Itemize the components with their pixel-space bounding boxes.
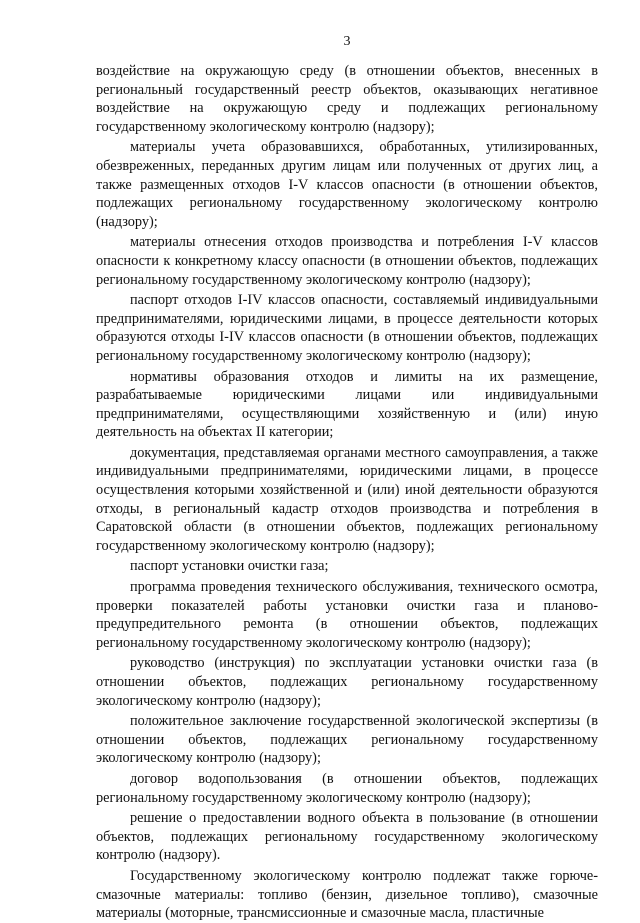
paragraph: паспорт отходов I-IV классов опасности, составляемый индивидуальными предпринимателями, юридическими лицами, в процессе деятельности которых образуются отходы I-IV классов опасности (в отношении объектов, подлежащих региональному государственному экологическому контролю (надзору); bbox=[96, 292, 598, 364]
paragraph: положительное заключение государственной экологической экспертизы (в отношении объектов, подлежащих региональному государственному экологическому контролю (надзору); bbox=[96, 713, 598, 767]
paragraph: паспорт установки очистки газа; bbox=[130, 558, 329, 575]
paragraph: руководство (инструкция) по эксплуатации установки очистки газа (в отношении объектов, подлежащих региональному государственному экологическому контролю (надзору); bbox=[96, 655, 598, 709]
paragraph: Государственному экологическому контролю подлежат также горюче-смазочные материалы: топливо (бензин, дизельное топливо), смазочные материалы (моторные, трансмиссионные и смазочные масла, пластичные bbox=[96, 867, 598, 922]
paragraph: материалы учета образовавшихся, обработанных, утилизированных, обезвреженных, переданных другим лицам или полученных от других лиц, а также размещенных отходов I-V классов опасности (в отношении объектов, подлежащих региональному государственному экологическому контролю (надзору); bbox=[96, 139, 598, 230]
paragraph: материалы отнесения отходов производства и потребления I-V классов опасности к конкретному классу опасности (в отношении объектов, подлежащих региональному государственному экологическому контролю (надзору); bbox=[96, 234, 598, 288]
paragraph: договор водопользования (в отношении объектов, подлежащих региональному государственному экологическому контролю (надзору); bbox=[96, 770, 598, 806]
paragraph: воздействие на окружающую среду (в отношении объектов, внесенных в региональный государственный реестр объектов, оказывающих негативное воздействие на окружающую среду и подлежащих региональному государственному экологическому контролю (надзору); bbox=[96, 63, 598, 135]
paragraph: документация, представляемая органами местного самоуправления, а также индивидуальными предпринимателями, юридическими лицами, в процессе осуществления которыми хозяйственной и (или) иной деятельности образуются отходы, в региональный кадастр отходов производства и потребления в Саратовской области (в отношении объектов, подлежащих региональному государственному экологическому контролю (надзору); bbox=[96, 444, 598, 554]
paragraph: решение о предоставлении водного объекта в пользование (в отношении объектов, подлежащих региональному государственному экологическому контролю (надзору). bbox=[96, 810, 598, 864]
paragraph: нормативы образования отходов и лимиты на их размещение, разрабатываемые юридическими лицами или индивидуальными предпринимателями, осуществляющими хозяйственную и (или) иную деятельность на объектах II категории; bbox=[96, 368, 598, 441]
page-number: 3 bbox=[343, 34, 351, 49]
paragraph: программа проведения технического обслуживания, технического осмотра, проверки показателей работы установки очистки газа и планово-предупредительного ремонта (в отношении объектов, подлежащих региональному государственному экологическому контролю (надзору); bbox=[96, 579, 598, 651]
document-body bbox=[96, 62, 598, 923]
